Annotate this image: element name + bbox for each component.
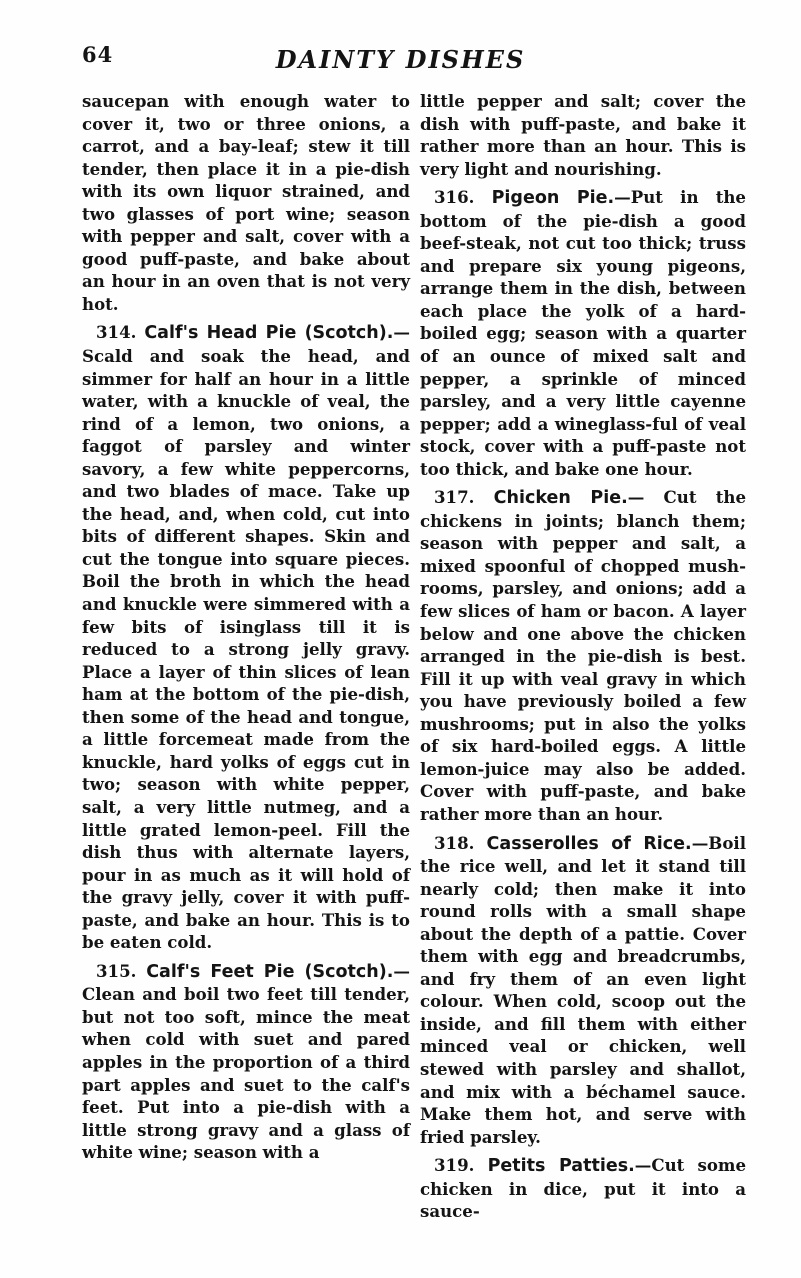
right-column bbox=[420, 90, 746, 1223]
continuation-text: saucepan with enough water to cover it, two or three onions, a carrot, and a bay-leaf; stew it till tender, then place it in a pie-dish with its own liquor strained, and two glasses of port wine; season with pepper and salt, cover with a good puff-paste, and bake about an hour in an oven that is not very hot. bbox=[82, 91, 410, 314]
recipe-317 bbox=[420, 486, 746, 825]
recipe-number: 317. bbox=[434, 487, 475, 508]
recipe-title: Calf's Feet Pie (Scotch). bbox=[146, 961, 394, 982]
recipe-text: —Put in the bottom of the pie-dish a good beef-steak, not cut too thick; truss and prepare six young pigeons, arrange them in the dish, between each place the yolk of a hard-boiled egg; season with a quarter of an ounce of mixed salt and pepper, a sprinkle of minced parsley, and a very little cayenne pepper; add a wineglass-ful of veal stock, cover with a puff-paste not too thick, and bake one hour. bbox=[420, 187, 746, 479]
recipe-315 bbox=[82, 960, 410, 1164]
left-column bbox=[82, 90, 410, 1164]
page-number: 64 bbox=[82, 42, 114, 67]
continuation-text: little pepper and salt; cover the dish with puff-paste, and bake it rather more than an hour. This is very light and nourishing. bbox=[420, 91, 746, 179]
recipe-314 bbox=[82, 321, 410, 953]
recipe-number: 316. bbox=[434, 187, 475, 208]
recipe-316 bbox=[420, 186, 746, 480]
recipe-text: — Cut the chickens in joints; blanch them; season with pepper and salt, a mixed spoonful of chopped mush-rooms, parsley, and onions; add a few slices of ham or bacon. A layer below and one above the chicken arranged in the pie-dish is best. Fill it up with veal gravy in which you have previously boiled a few mushrooms; put in also the yolks of six hard-boiled eggs. A little lemon-juice may also be added. Cover with puff-paste, and bake rather more than an hour. bbox=[420, 487, 746, 824]
running-title: DAINTY DISHES bbox=[275, 45, 526, 74]
recipe-318 bbox=[420, 832, 746, 1149]
recipe-title: Pigeon Pie. bbox=[491, 188, 615, 209]
recipe-number: 314. bbox=[96, 322, 137, 343]
recipe-319 bbox=[420, 1154, 746, 1223]
recipe-title: Chicken Pie. bbox=[493, 488, 628, 509]
recipe-text: —Scald and soak the head, and simmer for half an hour in a little water, with a knuckle of veal, the rind of a lemon, two onions, a faggot of parsley and winter savory, a few white peppercorns, and two blades of mace. Take up the head, and, when cold, cut into bits of different shapes. Skin and cut the tongue into square pieces. Boil the broth in which the head and knuckle were simmered with a few bits of isinglass till it is reduced to a strong jelly gravy. Place a layer of thin slices of lean ham at the bottom of the pie-dish, then some of the head and tongue, a little forcemeat made from the knuckle, hard yolks of eggs cut in two; season with white pepper, salt, a very little nutmeg, and a little grated lemon-peel. Fill the dish thus with alternate layers, pour in as much as it will hold of the gravy jelly, cover it with puff-paste, and bake an hour. This is to be eaten cold. bbox=[82, 322, 410, 953]
recipe-title: Casserolles of Rice. bbox=[486, 833, 692, 854]
recipe-text: —Boil the rice well, and let it stand till nearly cold; then make it into round rolls with a small shape about the depth of a pattie. Cover them with egg and breadcrumbs, and fry them of an even light colour. When cold, scoop out the inside, and fill them with either minced veal or chicken, well stewed with parsley and shallot, and mix with a béchamel sauce. Make them hot, and serve with fried parsley. bbox=[420, 832, 746, 1147]
recipe-number: 318. bbox=[434, 832, 475, 853]
recipe-text: —Cut some chicken in dice, put it into a sauce- bbox=[420, 1155, 747, 1222]
recipe-title: Petits Patties. bbox=[487, 1156, 635, 1177]
recipe-title: Calf's Head Pie (Scotch). bbox=[144, 323, 394, 344]
recipe-text: —Clean and boil two feet till tender, but not too soft, mince the meat when cold with suet and pared apples in the proportion of a third part apples and suet to the calf's feet. Put into a pie-dish with a little strong gravy and a glass of white wine; season with a bbox=[82, 960, 410, 1163]
recipe-number: 319. bbox=[434, 1155, 475, 1176]
recipe-number: 315. bbox=[96, 960, 137, 981]
